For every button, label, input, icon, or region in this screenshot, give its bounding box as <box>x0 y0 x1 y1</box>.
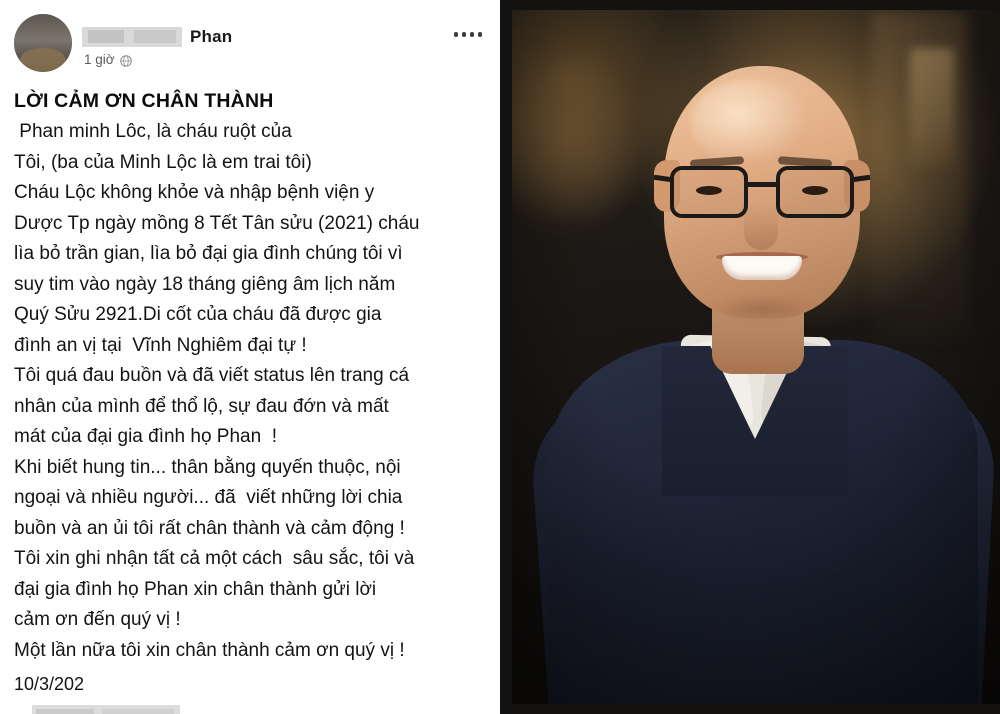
eye-left <box>696 186 722 195</box>
glasses-bridge <box>748 182 776 187</box>
more-options-icon[interactable] <box>454 32 483 37</box>
avatar-image <box>14 14 72 72</box>
post-line: đình an vị tại Vĩnh Nghiêm đại tự ! <box>14 334 307 356</box>
post-line: Tôi quá đau buồn và đã viết status lên trang cá <box>14 365 410 386</box>
post-line: Quý Sửu 2921.Di cốt của cháu đã được gia <box>14 304 382 325</box>
globe-icon <box>120 54 132 66</box>
head-highlight <box>690 80 810 166</box>
post-header <box>14 10 486 80</box>
avatar[interactable] <box>14 14 72 72</box>
dot <box>462 32 467 37</box>
post-line: Tôi xin ghi nhận tất cả một cách sâu sắc, tôi và <box>14 548 415 569</box>
dot <box>470 32 475 37</box>
post-meta-row <box>84 52 486 67</box>
portrait-photo[interactable] <box>512 10 1000 704</box>
post-line: suy tim vào ngày 18 tháng giêng âm lịch năm <box>14 273 396 295</box>
dot <box>478 32 483 37</box>
chin-shadow <box>710 296 814 322</box>
post-body <box>14 90 486 714</box>
post-date: 10/3/202 <box>14 674 85 694</box>
post-line: đại gia đình họ Phan xin chân thành gửi lời <box>14 578 377 600</box>
eye-right <box>802 186 828 195</box>
dot <box>454 32 459 37</box>
author-name[interactable]: Phan <box>190 27 233 46</box>
post-line: cảm ơn đến quý vị ! <box>14 609 181 630</box>
post-line: nhân của mình để thổ lộ, sự đau đớn và mất <box>14 395 389 417</box>
post-line: lìa bỏ trần gian, lìa bỏ đại gia đình chúng tôi vì <box>14 243 403 264</box>
post-line: ngoại và nhiều người... đã viết những lời chia <box>14 487 403 508</box>
post-author-block <box>82 10 486 67</box>
post-line: Phan minh Lôc, là cháu ruột của <box>14 121 292 142</box>
post-line: Một lần nữa tôi xin chân thành cảm ơn quý vị ! <box>14 639 405 661</box>
post-line: buồn và an ủi tôi rất chân thành và cảm động ! <box>14 517 405 539</box>
redacted-footer-block <box>32 705 180 714</box>
author-name-row <box>82 26 486 48</box>
photo-pane <box>500 0 1000 714</box>
post-line: Tôi, (ba của Minh Lộc là em trai tôi) <box>14 151 312 173</box>
nose <box>744 206 778 250</box>
post-timestamp[interactable]: 1 giờ <box>84 52 115 67</box>
person-figure <box>512 10 1000 704</box>
post-line: Dược Tp ngày mồng 8 Tết Tân sửu (2021) cháu <box>14 212 420 234</box>
post-title: LỜI CẢM ƠN CHÂN THÀNH <box>14 90 274 112</box>
post-line: Cháu Lộc không khỏe và nhập bệnh viện y <box>14 182 375 203</box>
post-line: Khi biết hung tin... thân bằng quyến thuộc, nội <box>14 456 401 478</box>
redacted-name-block <box>82 27 182 47</box>
smile-teeth <box>722 256 802 280</box>
post-line: mát của đại gia đình họ Phan ! <box>14 426 278 447</box>
